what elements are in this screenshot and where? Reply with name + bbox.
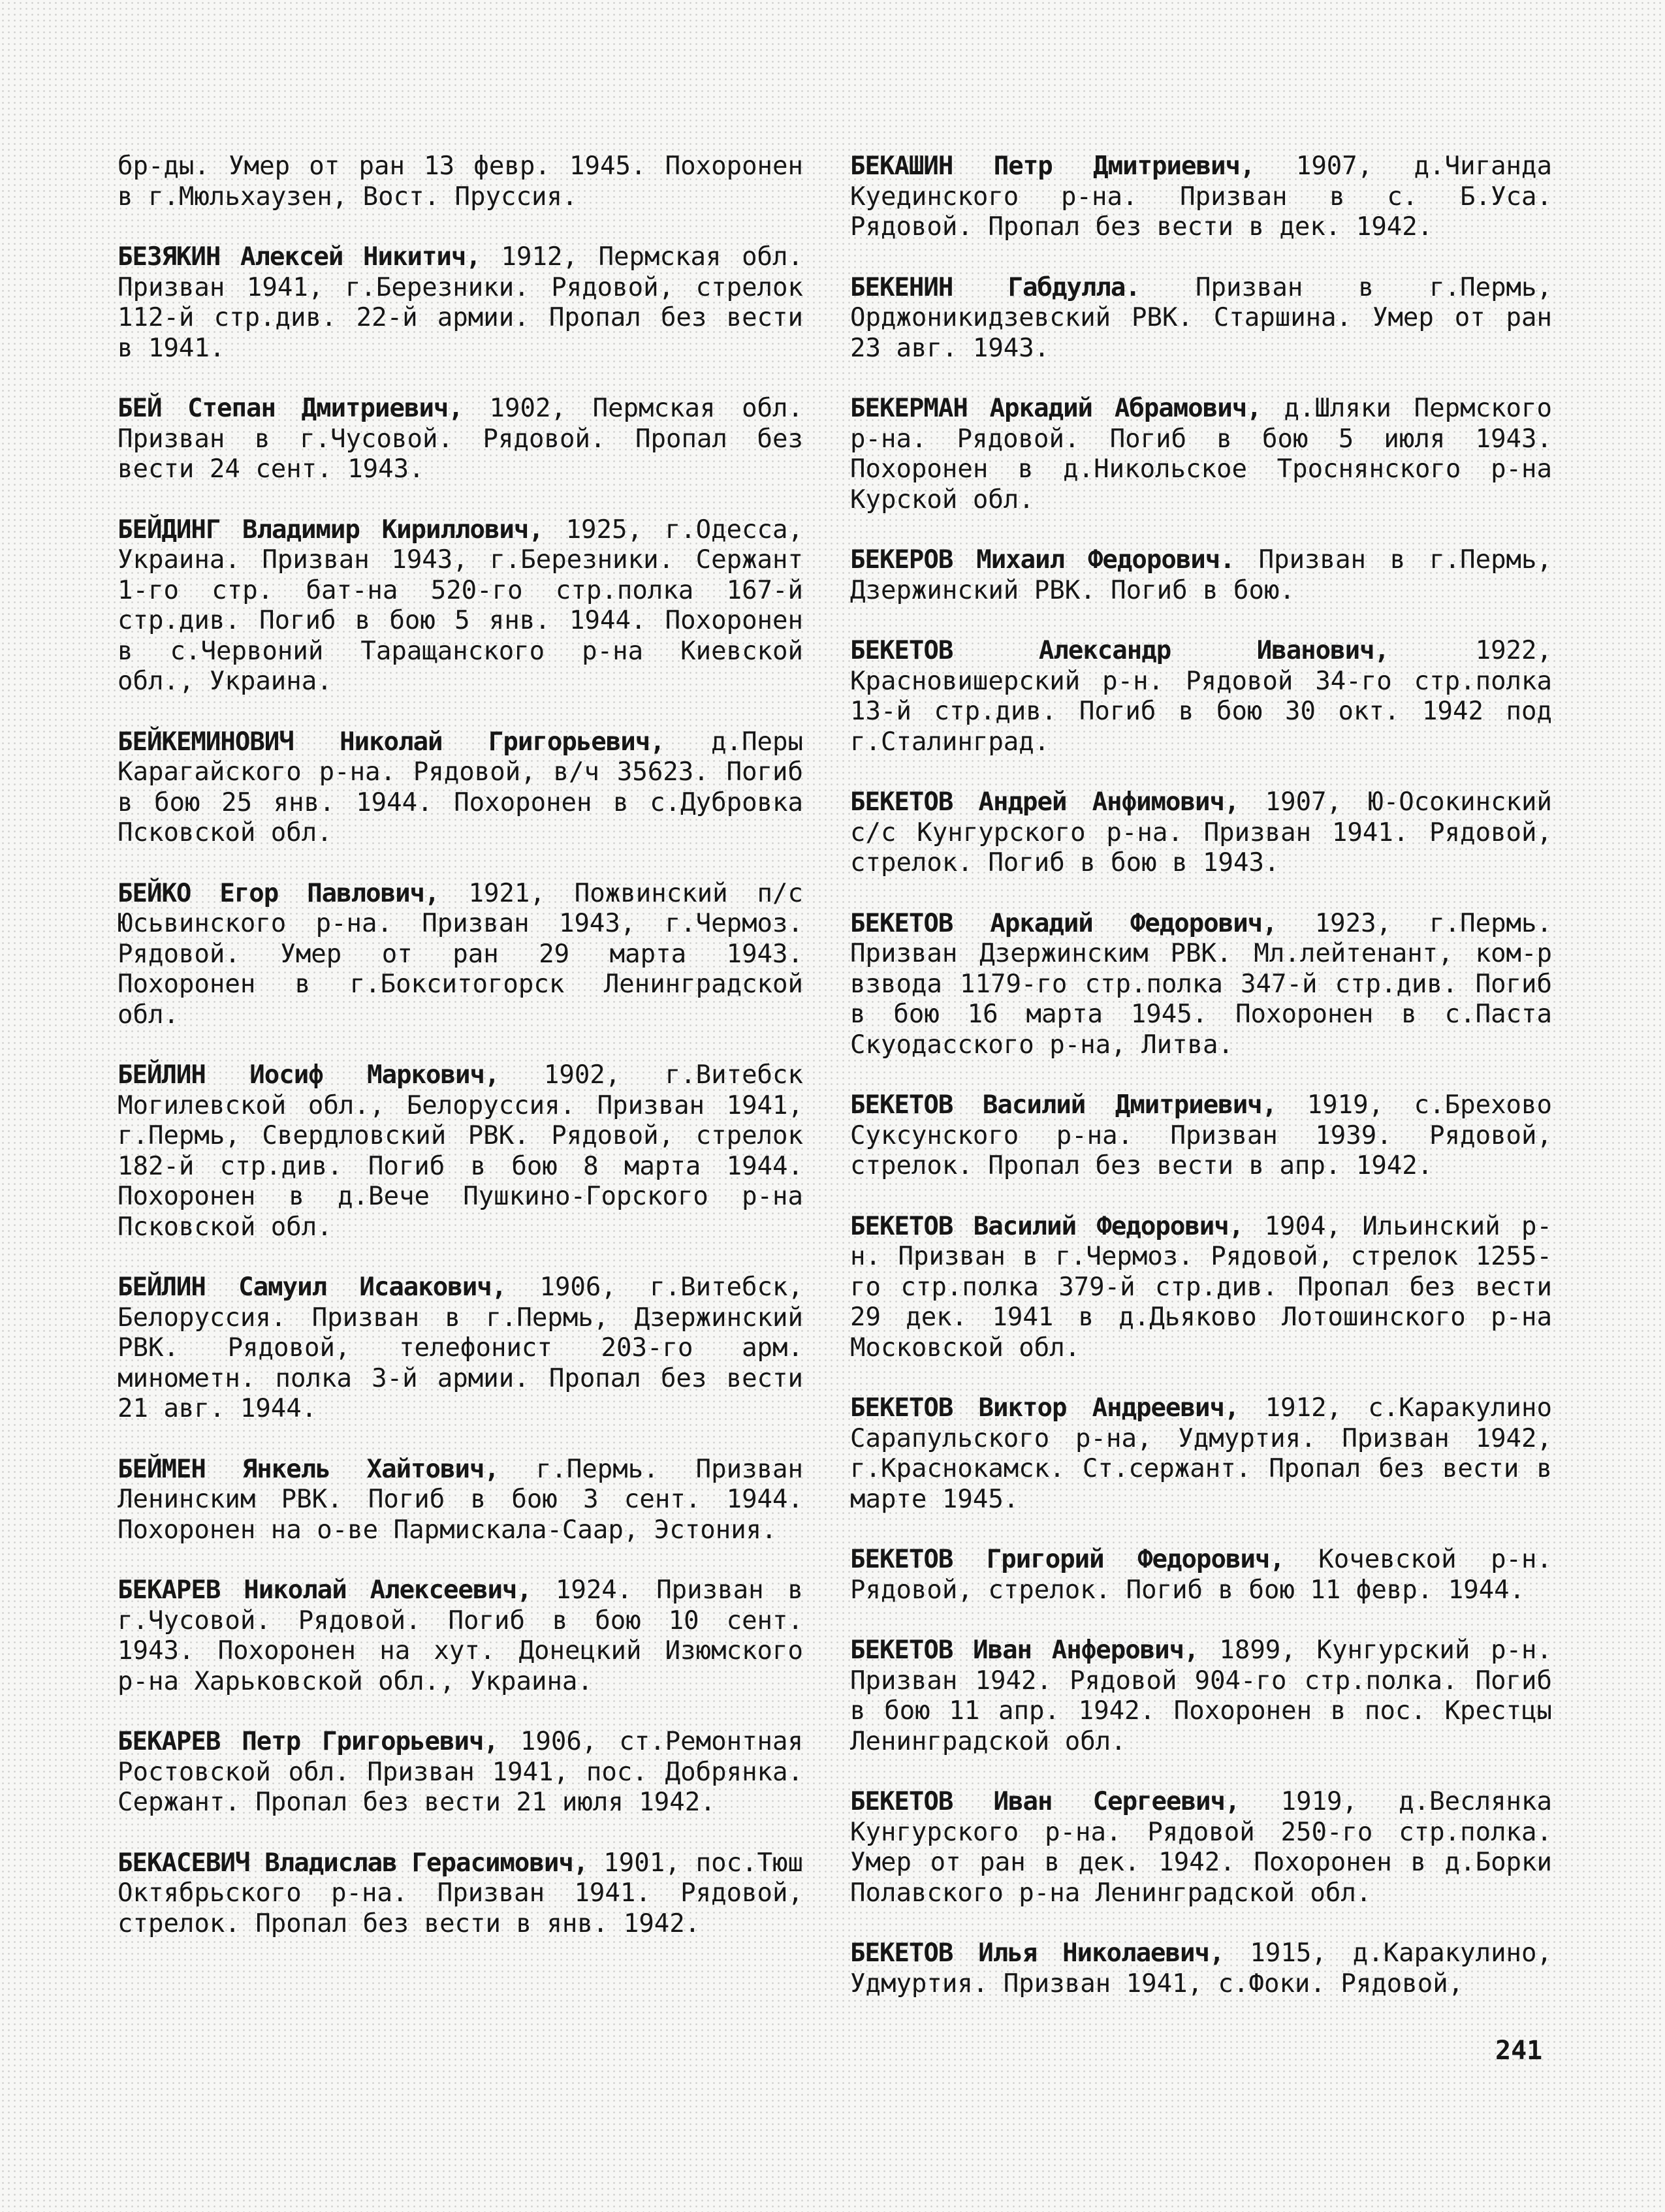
- entry: [850, 273, 1552, 364]
- entry-name: БЕКЕТОВ Аркадий Федорович,: [850, 908, 1277, 938]
- entry-text: 1904, Ильинский р-н. Призван в г.Чермоз. Рядовой, стрелок 1255-го стр.полка 379-й стр.див. Пропал без вести 29 дек. 1941 в д.Дьяково Лотошинского р-на Московской обл.: [850, 1211, 1553, 1363]
- entry: [850, 151, 1552, 243]
- entry: [118, 1575, 803, 1697]
- entry-name: БЕЙМЕН Янкель Хайтович,: [118, 1454, 499, 1484]
- entry: [118, 1272, 803, 1425]
- entry-text: 1924. Призван в г.Чусовой. Рядовой. Погиб в бою 10 сент. 1943. Похоронен на хут. Донецкий Изюмского р-на Харьковской обл., Украина.: [118, 1575, 803, 1696]
- entry-text: 1907, д.Чиганда Куединского р-на. Призван в с. Б.Уса. Рядовой. Пропал без вести в дек. 1942.: [850, 151, 1552, 242]
- entry: [850, 787, 1552, 879]
- entry-name: БЕКЕРОВ Михаил Федорович.: [850, 545, 1235, 575]
- entry: [850, 1545, 1552, 1605]
- page-number: 241: [1495, 2036, 1543, 2066]
- entry-text: 1906, ст.Ремонтная Ростовской обл. Призван 1941, пос. Добрянка. Сержант. Пропал без вести 21 июля 1942.: [118, 1727, 803, 1817]
- entry-name: БЕКЕТОВ Иван Сергеевич,: [850, 1787, 1240, 1816]
- entry-name: БЕКЕТОВ Григорий Федорович,: [850, 1545, 1284, 1574]
- entry-name: БЕЗЯКИН Алексей Никитич,: [118, 242, 481, 272]
- left-column: [118, 151, 803, 1969]
- entry-name: БЕКАРЕВ Николай Алексеевич,: [118, 1575, 531, 1605]
- entry-text: 1915, д.Каракулино, Удмуртия. Призван 1941, с.Фоки. Рядовой,: [850, 1938, 1552, 1999]
- entry-name: БЕКАСЕВИЧ Владислав Герасимович,: [118, 1848, 588, 1878]
- entry-name: БЕКЕТОВ Андрей Анфимович,: [850, 787, 1239, 817]
- entry: [850, 1787, 1552, 1908]
- entry: [118, 1848, 803, 1940]
- entry: [118, 1455, 803, 1546]
- entry: [850, 1090, 1552, 1182]
- entry-text: 1923, г.Пермь. Призван Дзержинским РВК. Мл.лейтенант, ком-р взвода 1179-го стр.полка 347-й стр.див. Погиб в бою 16 марта 1945. Похоронен в с.Паста Скуодасского р-на, Литва.: [850, 908, 1552, 1060]
- entry: [850, 1635, 1552, 1757]
- entry-text: 1912, с.Каракулино Сарапульского р-на, Удмуртия. Призван 1942, г.Краснокамск. Ст.сержант. Пропал без вести в марте 1945.: [850, 1393, 1552, 1514]
- entry-text: д.Шляки Пермского р-на. Рядовой. Погиб в бою 5 июля 1943. Похоронен в д.Никольское Троснянского р-на Курской обл.: [850, 394, 1552, 514]
- entry: [118, 151, 803, 212]
- entry-name: БЕКАШИН Петр Дмитриевич,: [850, 151, 1255, 181]
- entry-name: БЕКЕТОВ Илья Николаевич,: [850, 1938, 1224, 1968]
- entry: [118, 879, 803, 1031]
- entry: [850, 545, 1552, 606]
- entry-name: БЕКЕРМАН Аркадий Абрамович,: [850, 394, 1261, 423]
- entry-text: Кочевской р-н. Рядовой, стрелок. Погиб в бою 11 февр. 1944.: [850, 1545, 1552, 1605]
- entry-name: БЕКЕТОВ Виктор Андреевич,: [850, 1393, 1239, 1423]
- entry: [118, 1727, 803, 1818]
- entry: [118, 515, 803, 697]
- entry-text: 1912, Пермская обл. Призван 1941, г.Березники. Рядовой, стрелок 112-й стр.див. 22-й армии. Пропал без вести в 1941.: [118, 242, 803, 363]
- entry-name: БЕКЕТОВ Иван Анферович,: [850, 1635, 1199, 1665]
- entry: [118, 242, 803, 364]
- right-column: [850, 151, 1552, 2029]
- entry-text: 1902, г.Витебск Могилевской обл., Белоруссия. Призван 1941, г.Пермь, Свердловский РВК. Рядовой, стрелок 182-й стр.див. Погиб в бою 8 марта 1944. Похоронен в д.Вече Пушкино-Горского р-на Псковской обл.: [118, 1060, 803, 1242]
- entry-name: БЕКЕТОВ Василий Дмитриевич,: [850, 1090, 1277, 1120]
- entry: [850, 1212, 1552, 1364]
- entry-name: БЕКЕТОВ Василий Федорович,: [850, 1211, 1244, 1241]
- entry-name: БЕЙЛИН Иосиф Маркович,: [118, 1060, 500, 1090]
- entry-text: бр-ды. Умер от ран 13 февр. 1945. Похоронен в г.Мюльхаузен, Вост. Пруссия.: [118, 151, 803, 212]
- entry-name: БЕКАРЕВ Петр Григорьевич,: [118, 1727, 498, 1756]
- entry-text: 1919, д.Веслянка Кунгурского р-на. Рядовой 250-го стр.полка. Умер от ран в дек. 1942. Похоронен в д.Борки Полавского р-на Ленинградской обл.: [850, 1787, 1552, 1908]
- entry: [850, 909, 1552, 1061]
- entry: [118, 1060, 803, 1242]
- entry-text: 1907, Ю-Осокинский с/с Кунгурского р-на. Призван 1941. Рядовой, стрелок. Погиб в бою в 1943.: [850, 787, 1552, 877]
- entry-name: БЕЙЛИН Самуил Исаакович,: [118, 1272, 507, 1302]
- entry-text: 1902, Пермская обл. Призван в г.Чусовой. Рядовой. Пропал без вести 24 сент. 1943.: [118, 394, 804, 484]
- entry-text: д.Перы Карагайского р-на. Рядовой, в/ч 35623. Погиб в бою 25 янв. 1944. Похоронен в с.Дубровка Псковской обл.: [118, 727, 803, 847]
- entry-text: 1919, с.Брехово Суксунского р-на. Призван 1939. Рядовой, стрелок. Пропал без вести в апр. 1942.: [850, 1090, 1552, 1180]
- entry: [850, 1393, 1552, 1515]
- entry-text: 1921, Пожвинский п/с Юсьвинского р-на. Призван 1943, г.Чермоз. Рядовой. Умер от ран 29 марта 1943. Похоронен в г.Бокситогорск Ленинградской обл.: [118, 878, 803, 1030]
- entry-text: Призван в г.Пермь, Дзержинский РВК. Погиб в бою.: [850, 545, 1552, 605]
- entry-text: Призван в г.Пермь, Орджоникидзевский РВК. Старшина. Умер от ран 23 авг. 1943.: [850, 272, 1552, 363]
- entry-text: 1922, Красновишерский р-н. Рядовой 34-го стр.полка 13-й стр.див. Погиб в бою 30 окт. 1942 под г.Сталинград.: [850, 636, 1552, 757]
- entry-text: 1901, пос.Тюш Октябрьского р-на. Призван 1941. Рядовой, стрелок. Пропал без вести в янв. 1942.: [118, 1848, 803, 1938]
- entry: [850, 636, 1552, 757]
- entry-name: БЕКЕНИН Габдулла.: [850, 272, 1140, 302]
- entry: [850, 394, 1552, 515]
- entry-name: БЕЙ Степан Дмитриевич,: [118, 394, 463, 423]
- entry-text: 1906, г.Витебск, Белоруссия. Призван в г.Пермь, Дзержинский РВК. Рядовой, телефонист 203-го арм. минометн. полка 3-й армии. Пропал без вести 21 авг. 1944.: [118, 1272, 803, 1423]
- entry-text: 1899, Кунгурский р-н. Призван 1942. Рядовой 904-го стр.полка. Погиб в бою 11 апр. 1942. Похоронен в пос. Крестцы Ленинградской обл.: [850, 1635, 1553, 1756]
- entry-name: БЕЙКО Егор Павлович,: [118, 878, 439, 908]
- entry-name: БЕЙДИНГ Владимир Кириллович,: [118, 514, 543, 545]
- entry-text: г.Пермь. Призван Ленинским РВК. Погиб в бою 3 сент. 1944. Похоронен на о-ве Пармискала-Саар, Эстония.: [118, 1454, 803, 1545]
- entry: [118, 727, 803, 849]
- entry-name: БЕЙКЕМИНОВИЧ Николай Григорьевич,: [118, 727, 665, 757]
- entry: [850, 1938, 1552, 1999]
- entry-name: БЕКЕТОВ Александр Иванович,: [850, 636, 1389, 665]
- entry: [118, 394, 803, 485]
- entry-text: 1925, г.Одесса, Украина. Призван 1943, г.Березники. Сержант 1-го стр. бат-на 520-го стр.полка 167-й стр.див. Погиб в бою 5 янв. 1944. Похоронен в с.Червоний Таращанского р-на Киевской обл., Украина.: [118, 514, 803, 696]
